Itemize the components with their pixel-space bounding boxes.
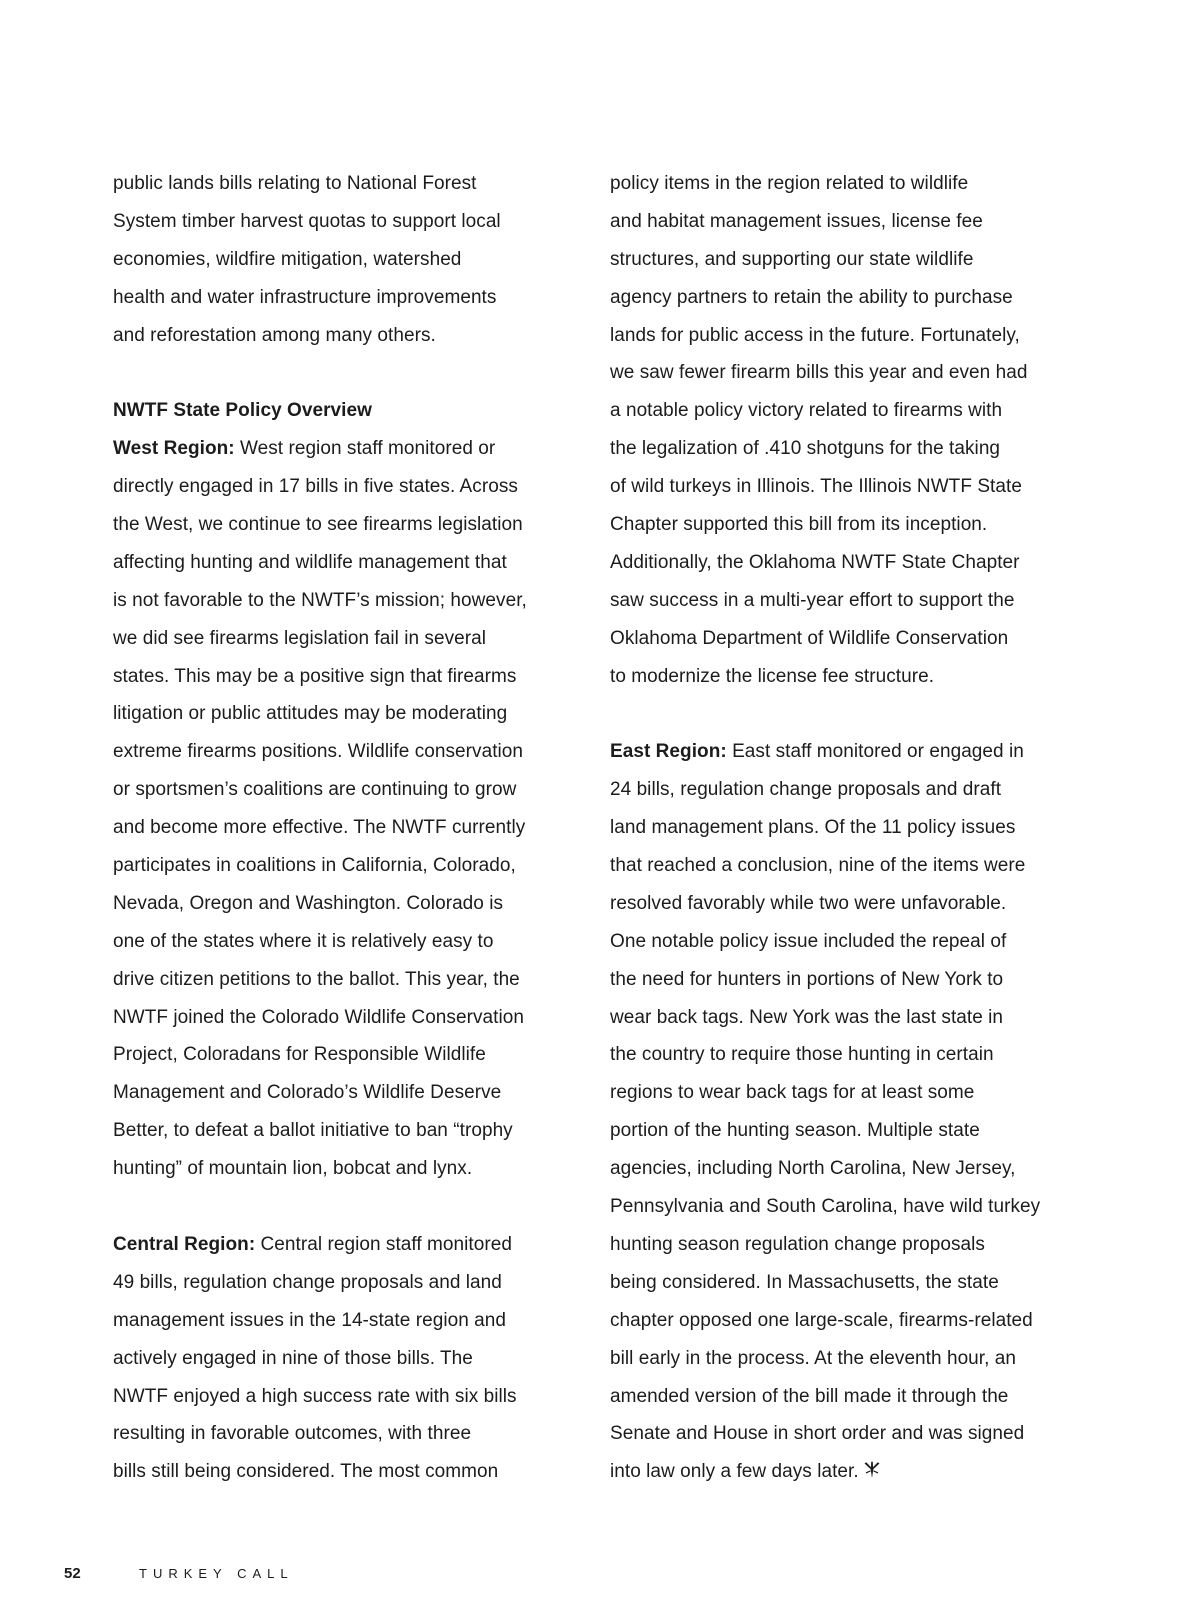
text-line: bills still being considered. The most common bbox=[113, 1461, 499, 1483]
turkey-track-icon bbox=[863, 1455, 881, 1493]
text-line: NWTF joined the Colorado Wildlife Conservation bbox=[113, 1006, 524, 1028]
text-line: portion of the hunting season. Multiple state bbox=[610, 1120, 980, 1142]
text-line: the West, we continue to see firearms legislation bbox=[113, 514, 523, 536]
text-line: System timber harvest quotas to support local bbox=[113, 210, 501, 232]
paragraph-gap bbox=[610, 695, 1080, 733]
region-label: East Region: bbox=[610, 741, 727, 763]
text-line: Better, to defeat a ballot initiative to ban “trophy bbox=[113, 1120, 513, 1142]
text-line: hunting season regulation change proposals bbox=[610, 1233, 985, 1255]
text-line: 24 bills, regulation change proposals and draft bbox=[610, 779, 1002, 801]
page-footer bbox=[64, 1562, 294, 1586]
text-line: management issues in the 14-state region and bbox=[113, 1309, 506, 1331]
text-line: policy items in the region related to wildlife bbox=[610, 173, 969, 194]
text-line: Senate and House in short order and was signed bbox=[610, 1423, 1025, 1445]
text-line: bill early in the process. At the eleventh hour, an bbox=[610, 1347, 1017, 1369]
text-line: is not favorable to the NWTF’s mission; however, bbox=[113, 589, 527, 611]
text-line: affecting hunting and wildlife management that bbox=[113, 551, 507, 573]
text-line: Management and Colorado’s Wildlife Deserve bbox=[113, 1082, 502, 1104]
region-label: Central Region: bbox=[113, 1233, 256, 1255]
text-line: wear back tags. New York was the last state in bbox=[610, 1006, 1004, 1028]
text-line: resulting in favorable outcomes, with three bbox=[113, 1423, 472, 1445]
right-column bbox=[610, 165, 1080, 1491]
text-line: lands for public access in the future. Fortunately, bbox=[610, 324, 1020, 346]
text-line: the need for hunters in portions of New York to bbox=[610, 968, 1004, 990]
text-line: of wild turkeys in Illinois. The Illinois NWTF State bbox=[610, 476, 1022, 498]
text-line: public lands bills relating to National Forest bbox=[113, 173, 477, 194]
text-line: Nevada, Oregon and Washington. Colorado is bbox=[113, 892, 504, 914]
text-line: hunting” of mountain lion, bobcat and lynx. bbox=[113, 1158, 473, 1180]
text-fragment: East staff monitored or engaged in bbox=[726, 741, 1024, 763]
text-line: saw success in a multi-year effort to support the bbox=[610, 589, 1015, 611]
text-line bbox=[610, 1453, 1080, 1491]
text-line: a notable policy victory related to firearms with bbox=[610, 400, 1003, 422]
text-line: the legalization of .410 shotguns for the taking bbox=[610, 438, 1001, 460]
text-line: amended version of the bill made it through the bbox=[610, 1385, 1009, 1407]
text-line bbox=[113, 430, 583, 468]
text-line: to modernize the license fee structure. bbox=[610, 665, 935, 687]
text-line: that reached a conclusion, nine of the items were bbox=[610, 855, 1026, 877]
text-line: One notable policy issue included the repeal of bbox=[610, 930, 1007, 952]
central-region-continued bbox=[610, 165, 1080, 695]
text-line: regions to wear back tags for at least some bbox=[610, 1082, 975, 1104]
text-line: drive citizen petitions to the ballot. This year, the bbox=[113, 968, 520, 990]
text-line: structures, and supporting our state wildlife bbox=[610, 248, 974, 270]
text-line: land management plans. Of the 11 policy issues bbox=[610, 817, 1016, 839]
text-line: and become more effective. The NWTF currently bbox=[113, 817, 526, 839]
text-line: Chapter supported this bill from its inception. bbox=[610, 514, 988, 536]
text-line: agency partners to retain the ability to purchase bbox=[610, 286, 1013, 308]
text-line: one of the states where it is relatively easy to bbox=[113, 930, 494, 952]
text-line: NWTF enjoyed a high success rate with six bills bbox=[113, 1385, 517, 1407]
text-line: extreme firearms positions. Wildlife conservation bbox=[113, 741, 524, 763]
text-line: economies, wildfire mitigation, watershed bbox=[113, 248, 462, 270]
text-line: health and water infrastructure improvements bbox=[113, 286, 497, 308]
text-line: directly engaged in 17 bills in five states. Across bbox=[113, 476, 518, 498]
east-region-paragraph bbox=[610, 733, 1080, 1491]
text-line: being considered. In Massachusetts, the state bbox=[610, 1271, 999, 1293]
text-line: we did see firearms legislation fail in several bbox=[113, 627, 487, 649]
text-line: actively engaged in nine of those bills. The bbox=[113, 1347, 473, 1369]
text-line: chapter opposed one large-scale, firearms-related bbox=[610, 1309, 1033, 1331]
text-line: 49 bills, regulation change proposals and land bbox=[113, 1271, 502, 1293]
text-line: Project, Coloradans for Responsible Wildlife bbox=[113, 1044, 486, 1066]
text-line: the country to require those hunting in certain bbox=[610, 1044, 994, 1066]
text-line: and habitat management issues, license fee bbox=[610, 210, 983, 232]
region-label: West Region: bbox=[113, 438, 235, 460]
text-fragment: West region staff monitored or bbox=[234, 438, 496, 460]
central-region-paragraph bbox=[113, 1226, 583, 1491]
text-line: participates in coalitions in California, Colorado, bbox=[113, 855, 516, 877]
page-number: 52 bbox=[64, 1565, 81, 1582]
section-heading: NWTF State Policy Overview bbox=[113, 400, 372, 422]
text-line: Additionally, the Oklahoma NWTF State Chapter bbox=[610, 551, 1020, 573]
text-line: resolved favorably while two were unfavorable. bbox=[610, 892, 1007, 914]
text-line: Oklahoma Department of Wildlife Conservation bbox=[610, 627, 1009, 649]
west-region-paragraph bbox=[113, 430, 583, 1188]
intro-paragraph bbox=[113, 165, 583, 354]
left-column bbox=[113, 165, 583, 1491]
paragraph-gap bbox=[113, 1188, 583, 1226]
text-line: agencies, including North Carolina, New Jersey, bbox=[610, 1158, 1016, 1180]
text-line bbox=[113, 1226, 583, 1264]
text-line: states. This may be a positive sign that firearms bbox=[113, 665, 517, 687]
text-line: and reforestation among many others. bbox=[113, 324, 436, 346]
text-fragment: into law only a few days later. bbox=[610, 1461, 859, 1483]
text-line: we saw fewer firearm bills this year and even had bbox=[610, 362, 1028, 384]
text-line: or sportsmen’s coalitions are continuing to grow bbox=[113, 779, 517, 801]
magazine-name: TURKEY CALL bbox=[139, 1566, 294, 1581]
paragraph-gap bbox=[113, 354, 583, 392]
text-line: Pennsylvania and South Carolina, have wild turkey bbox=[610, 1196, 1041, 1218]
text-line: litigation or public attitudes may be moderating bbox=[113, 703, 508, 725]
text-line bbox=[610, 733, 1080, 771]
text-fragment: Central region staff monitored bbox=[255, 1233, 512, 1255]
